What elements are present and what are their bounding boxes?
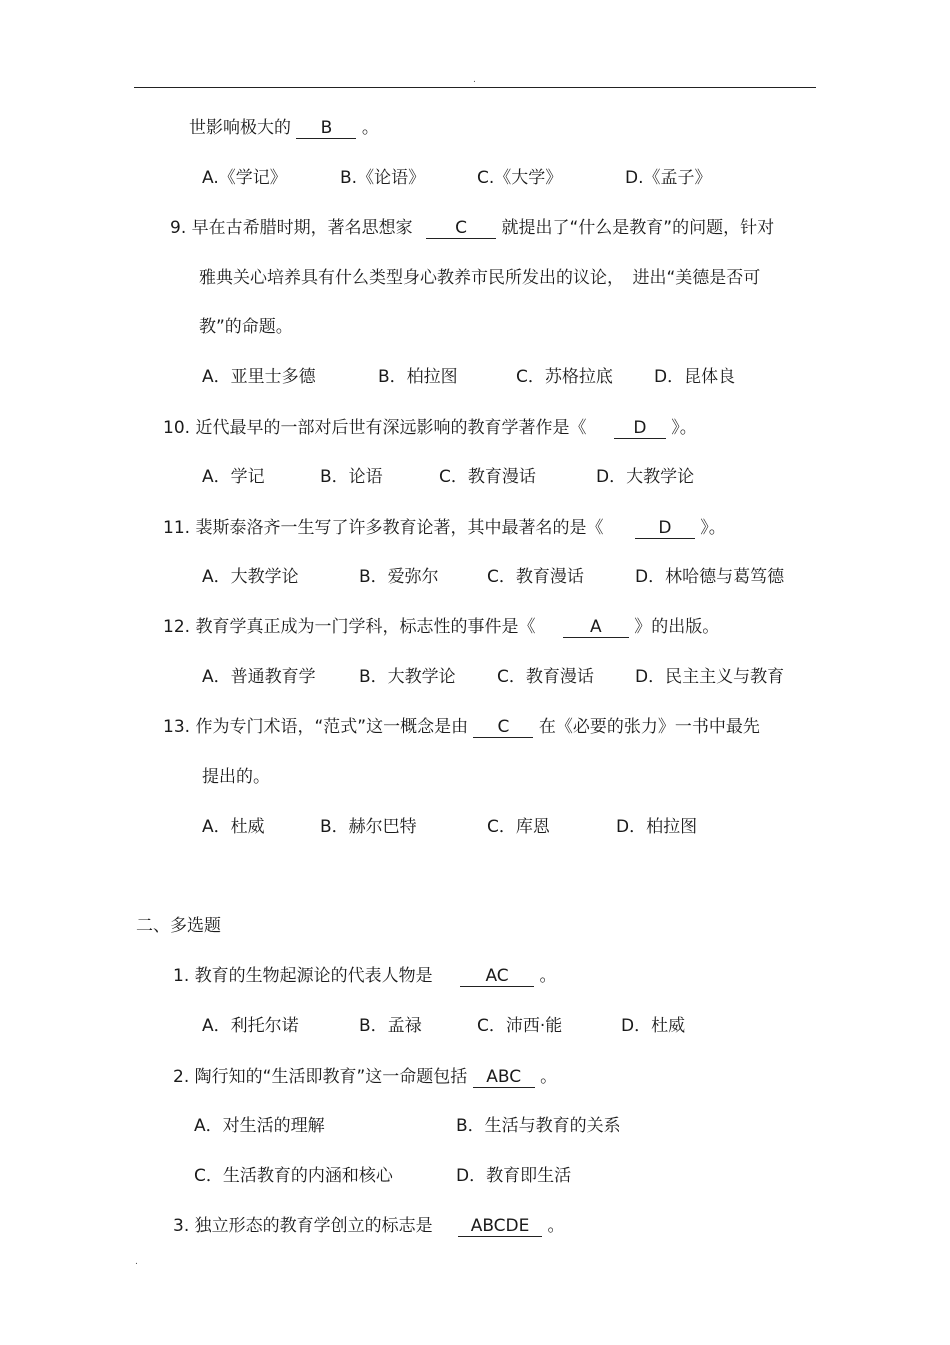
q12-number: 12. xyxy=(163,617,191,637)
q13-option-a: A．杜威 xyxy=(202,817,265,837)
q9-option-b: B．柏拉图 xyxy=(378,367,458,387)
q12-option-c: C．教育漫话 xyxy=(497,667,594,687)
q11-text-pre: 裴斯泰洛齐一生写了许多教育论著，其中最著名的是《 xyxy=(195,518,604,538)
q10-option-a: A．学记 xyxy=(202,467,265,487)
m3-number: 3. xyxy=(173,1216,190,1236)
q13-line2: 提出的。 xyxy=(202,767,270,787)
q8-option-d: D.《孟子》 xyxy=(625,168,712,188)
q13-answer: C xyxy=(473,717,533,738)
q10-number: 10. xyxy=(163,418,191,438)
q11-line xyxy=(163,517,726,539)
q9-option-c: C．苏格拉底 xyxy=(516,367,613,387)
q8-option-c: C.《大学》 xyxy=(477,168,563,188)
q12-option-d: D．民主主义与教育 xyxy=(635,667,785,687)
m2-option-c: C．生活教育的内涵和核心 xyxy=(194,1166,393,1186)
q13-line1 xyxy=(163,716,760,738)
q12-text-pre: 教育学真正成为一门学科，标志性的事件是《 xyxy=(195,617,536,637)
q13-option-d: D．柏拉图 xyxy=(616,817,698,837)
footer-dot: . xyxy=(135,1257,138,1267)
q13-number: 13. xyxy=(163,717,191,737)
m1-option-b: B．孟禄 xyxy=(359,1016,422,1036)
m1-option-c: C．沛西·能 xyxy=(477,1016,563,1036)
m2-number: 2. xyxy=(173,1067,190,1087)
q12-line xyxy=(163,616,719,638)
m2-option-a: A．对生活的理解 xyxy=(194,1116,325,1136)
q10-option-b: B．论语 xyxy=(320,467,383,487)
q12-answer: A xyxy=(563,617,629,638)
q8-answer: B xyxy=(296,118,356,139)
q11-option-d: D．林哈德与葛笃德 xyxy=(635,567,785,587)
header-rule xyxy=(134,87,816,88)
q11-option-b: B．爱弥尔 xyxy=(359,567,439,587)
q10-answer: D xyxy=(614,418,666,439)
q10-text-post: 》。 xyxy=(671,418,697,438)
q9-option-d: D．昆体良 xyxy=(654,367,736,387)
m1-text-post: 。 xyxy=(539,966,557,986)
q13-option-b: B．赫尔巴特 xyxy=(320,817,417,837)
q8-option-b: B.《论语》 xyxy=(340,168,426,188)
q11-option-c: C．教育漫话 xyxy=(487,567,584,587)
q8-tail xyxy=(189,117,379,139)
q10-text-pre: 近代最早的一部对后世有深远影响的教育学著作是《 xyxy=(195,418,587,438)
q11-text-post: 》。 xyxy=(700,518,726,538)
m2-answer: ABC xyxy=(473,1067,535,1088)
m2-text-post: 。 xyxy=(540,1067,558,1087)
q9-text-post: 就提出了“什么是教育”的问题，针对 xyxy=(501,218,775,238)
q13-option-c: C．库恩 xyxy=(487,817,550,837)
section2-title: 二、多选题 xyxy=(136,916,221,936)
q8-option-a: A.《学记》 xyxy=(202,168,287,188)
m1-text-pre: 教育的生物起源论的代表人物是 xyxy=(194,966,433,986)
q10-option-c: C．教育漫话 xyxy=(439,467,536,487)
m3-answer: ABCDE xyxy=(458,1216,542,1237)
m3-text-pre: 独立形态的教育学创立的标志是 xyxy=(194,1216,433,1236)
m1-option-a: A．利托尔诺 xyxy=(202,1016,299,1036)
q11-number: 11. xyxy=(163,518,191,538)
q11-answer: D xyxy=(635,518,695,539)
m1-number: 1. xyxy=(173,966,190,986)
q13-text-post: 在《必要的张力》一书中最先 xyxy=(538,717,760,737)
m2-option-d: D．教育即生活 xyxy=(456,1166,572,1186)
header-dot: . xyxy=(473,75,476,85)
q9-line2: 雅典关心培养具有什么类型身心教养市民所发出的议论， 进出“美德是否可 xyxy=(199,268,761,288)
m1-answer: AC xyxy=(460,966,534,987)
q8-end: 。 xyxy=(361,118,379,138)
q9-answer: C xyxy=(426,218,496,239)
q11-option-a: A．大教学论 xyxy=(202,567,299,587)
m2-text-pre: 陶行知的“生活即教育”这一命题包括 xyxy=(194,1067,468,1087)
q12-text-post: 》的出版。 xyxy=(634,617,720,637)
q12-option-b: B．大教学论 xyxy=(359,667,456,687)
q9-line3: 教”的命题。 xyxy=(199,317,293,337)
q10-line xyxy=(163,417,697,439)
q10-option-d: D．大教学论 xyxy=(596,467,695,487)
m2-option-b: B．生活与教育的关系 xyxy=(456,1116,621,1136)
q9-text-pre: 早在古希腊时期，著名思想家 xyxy=(191,218,413,238)
m2-line xyxy=(173,1066,557,1088)
m1-option-d: D．杜威 xyxy=(621,1016,686,1036)
q9-line1 xyxy=(170,217,774,239)
q9-number: 9. xyxy=(170,218,187,238)
q12-option-a: A．普通教育学 xyxy=(202,667,316,687)
q9-option-a: A．亚里士多德 xyxy=(202,367,316,387)
q8-text: 世影响极大的 xyxy=(189,118,291,138)
m1-line xyxy=(173,965,556,987)
m3-text-post: 。 xyxy=(547,1216,565,1236)
q13-text-pre: 作为专门术语，“范式”这一概念是由 xyxy=(195,717,469,737)
m3-line xyxy=(173,1215,564,1237)
